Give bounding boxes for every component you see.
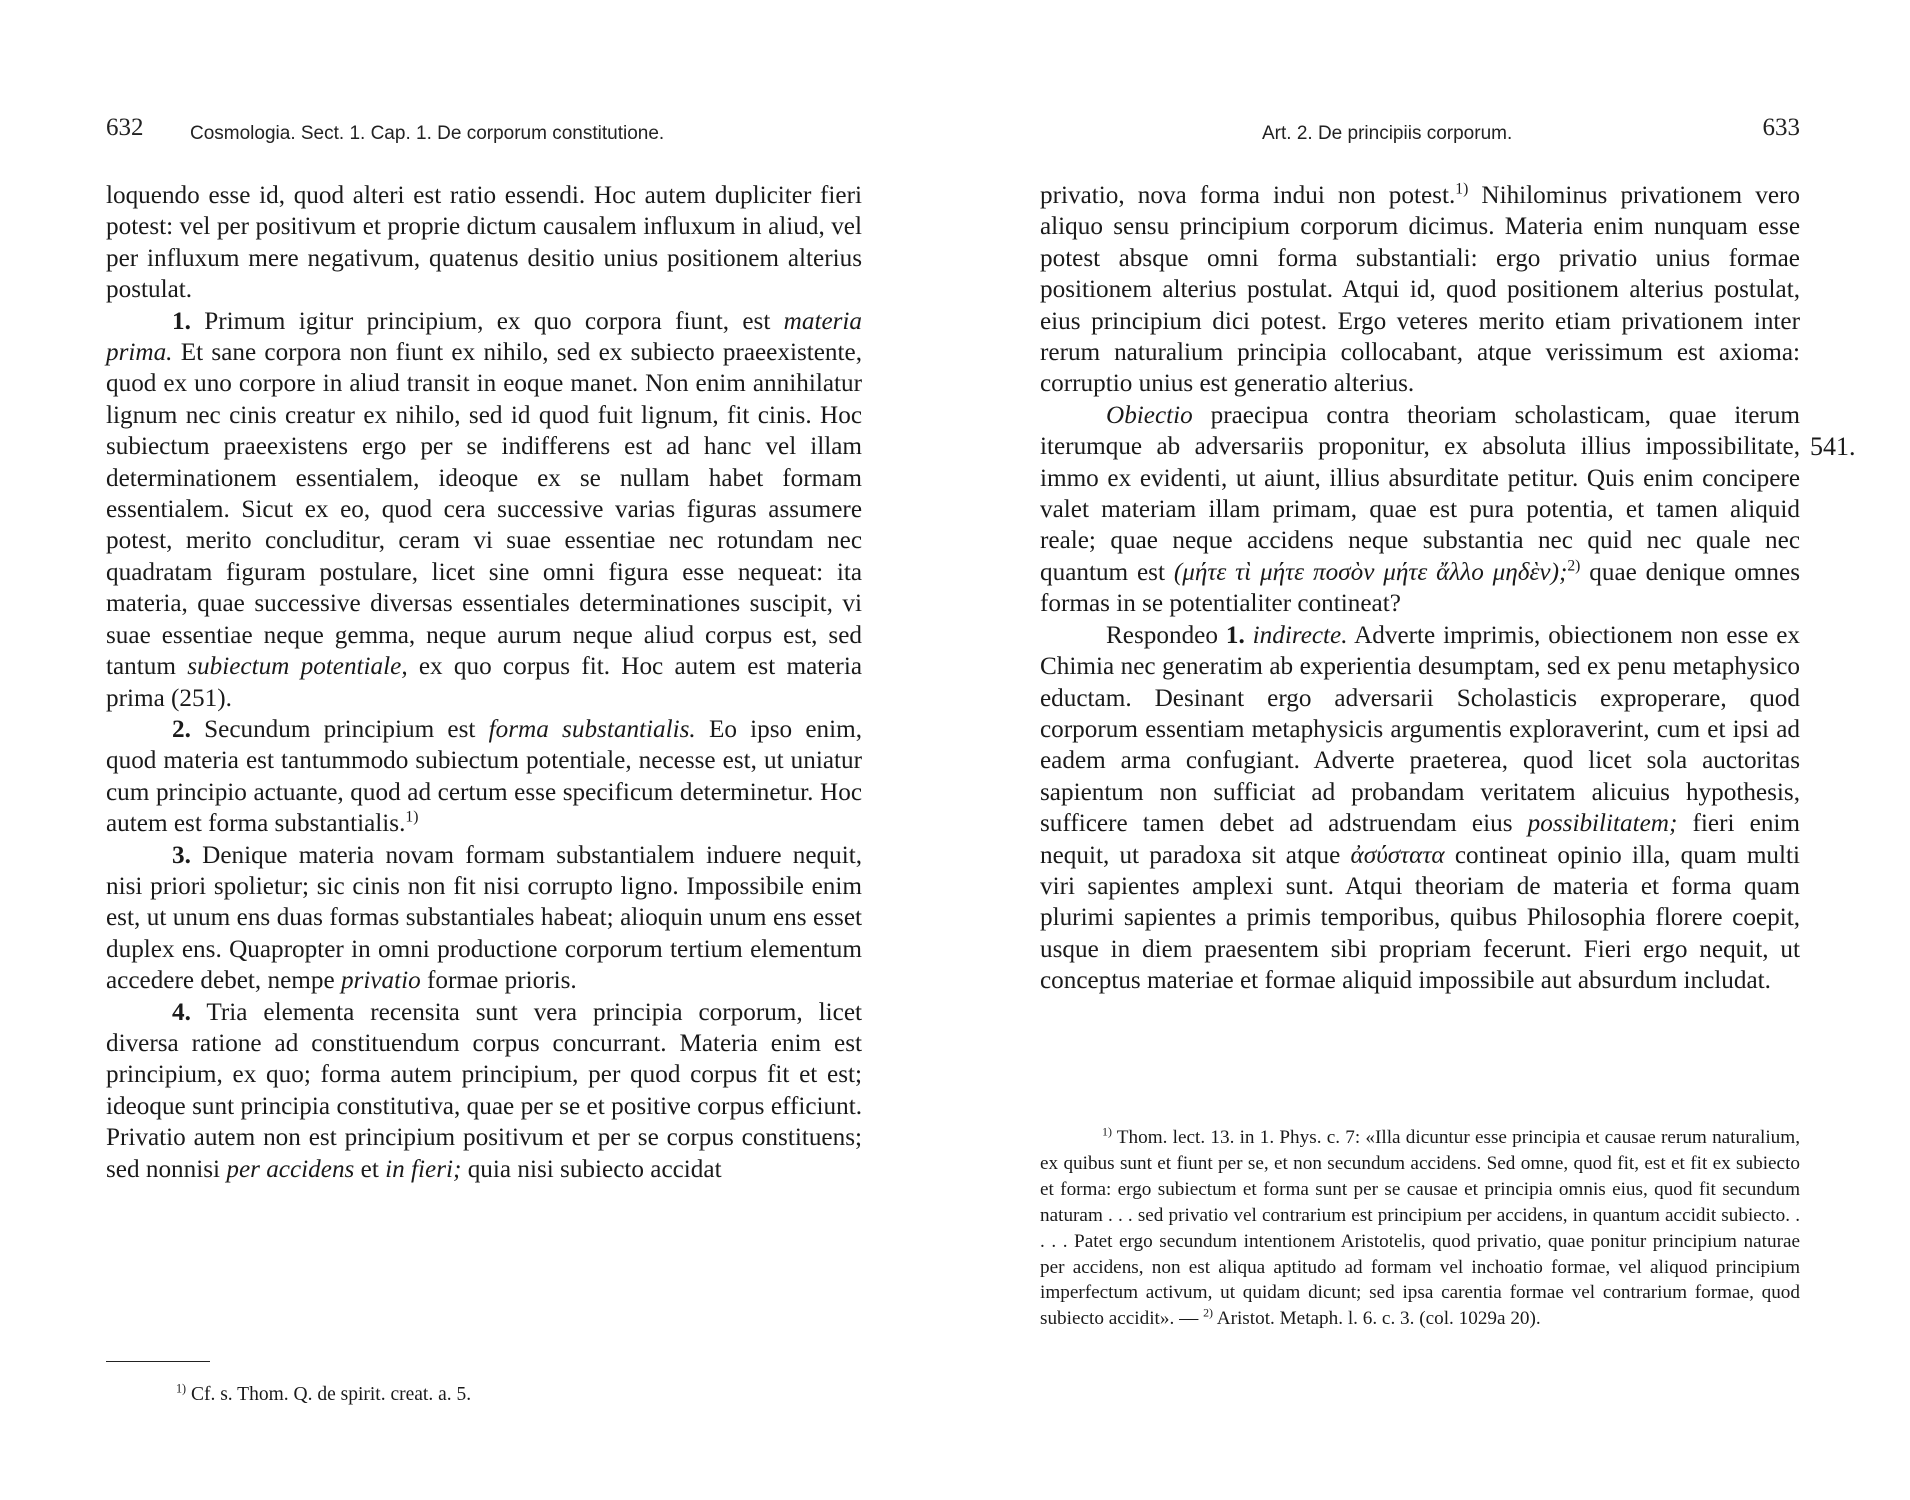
right-running-title: Art. 2. De principiis corporum.	[1262, 123, 1513, 144]
left-paragraph-1	[106, 306, 862, 714]
left-p1-term-subiectum-potentiale: subiectum potentiale,	[187, 653, 408, 681]
right-p1-term-obiectio: Obiectio	[1106, 401, 1193, 429]
margin-section-number: 541.	[1810, 432, 1856, 461]
right-p2-greek: ἀσύστατα	[1350, 841, 1445, 869]
left-running-head	[106, 114, 862, 148]
right-footnote-2-text: Aristot. Metaph. l. 6. c. 3. (col. 1029a 20).	[1216, 1308, 1541, 1330]
right-footnote-1-mark: 1)	[1102, 1124, 1112, 1139]
left-p2-number: 2.	[172, 715, 191, 743]
left-p1-term-materia-prima: materia prima.	[106, 307, 863, 367]
right-p2-text-e: fieri enim nequit, ut paradoxa sit atque	[1040, 810, 1801, 869]
left-p3-term-privatio: privatio	[340, 967, 421, 995]
right-p2-term-possibilitatem: possibilitatem;	[1527, 810, 1678, 838]
left-paragraph-3	[106, 840, 862, 997]
left-p3-text-c: formae prioris.	[427, 967, 577, 995]
left-p4-term-in-fieri: in fieri;	[385, 1155, 462, 1183]
left-paragraph-4	[106, 997, 862, 1185]
left-paragraph-0	[106, 180, 862, 306]
right-p1-text-c: quae denique omnes formas in se potentialiter contineat?	[1040, 558, 1800, 618]
left-footnotes	[176, 1382, 862, 1408]
right-paragraph-2	[1040, 620, 1800, 997]
left-body-text	[106, 180, 862, 1185]
right-footnote-2-mark: 2)	[1203, 1305, 1213, 1320]
left-page-number: 632	[106, 114, 144, 141]
right-running-head	[1040, 114, 1800, 148]
left-p4-text-c: et	[360, 1155, 379, 1183]
left-p3-number: 3.	[172, 841, 191, 869]
left-p1-number: 1.	[172, 307, 191, 335]
right-paragraph-0	[1040, 180, 1800, 400]
right-paragraph-1	[1040, 400, 1800, 620]
right-p0-text-a: privatio, nova forma indui non potest.	[1040, 182, 1456, 209]
right-p1-greek: (μήτε τὶ μήτε ποσὸν μήτε ἄλλο μηδὲν);	[1173, 558, 1568, 586]
right-footnote-ref-1: 1)	[1455, 180, 1469, 198]
right-p2-term-indirecte: indirecte.	[1252, 621, 1348, 649]
right-p2-text-a: Respondeo	[1106, 621, 1218, 649]
left-paragraph-2	[106, 714, 862, 840]
left-p2-term-forma-substantialis: forma substantialis.	[488, 715, 696, 743]
right-page	[1040, 0, 1800, 1500]
right-p0-text-b: Nihilominus privationem vero aliquo sensu principium corporum dicimus. Materia enim nunquam esse potest absque omni forma substantiali: ergo privatio unius formae positionem alterius postulat. Atqui id, quod positionem alterius postulat, eius principium dici potest. Ergo veteres merito etiam privationem inter rerum naturalium principia collocabant, atque verissimum est axioma: corruptio unius est generatio alterius.	[1040, 182, 1801, 398]
left-footnote-rule	[106, 1361, 210, 1362]
right-body-text	[1040, 180, 1800, 997]
right-footnote-1-text: Thom. lect. 13. in 1. Phys. c. 7: «Illa dicuntur esse principia et causae rerum naturalium, ex quibus sunt et fiunt per se, et non secundum accidens. Sed omne, quod fit, est et fit ex subiecto et forma: ergo subiectum et forma sunt per se causae et principia omnis eius, quod fit secundum naturam . . . sed privatio vel contrarium est principium per accidens, in quantum accidit subiecto. . . . . Patet ergo secundum intentionem Aristotelis, quod privatio, quae ponitur principium naturae per accidens, non est aliqua aptitudo ad formam vel inchoatio formae, vel aliquod principium imperfectum activum, ut quidam dicunt; sed ipsa carentia formae vel contrarium formae, quod subiecto accidit». —	[1040, 1127, 1800, 1330]
left-footnote-text: Cf. s. Thom. Q. de spirit. creat. a. 5.	[190, 1384, 472, 1405]
left-p2-text-a: Secundum principium est	[204, 715, 476, 743]
left-page	[106, 0, 862, 1500]
left-p3-text-a: Denique materia novam formam substantialem induere nequit, nisi priori spolietur; sic cinis non fit nisi corrupto ligno. Impossibile enim est, ut unum ens duas formas substantiales habeat; alioquin unum ens esset duplex ens. Quapropter in omni productione corporum tertium elementum accedere debet, nempe	[106, 841, 862, 995]
right-footnote-ref-2: 2)	[1567, 557, 1581, 575]
left-p1-text-a: Primum igitur principium, ex quo corpora fiunt, est	[204, 307, 771, 335]
right-p2-number: 1.	[1225, 621, 1245, 649]
left-p4-term-per-accidens: per accidens	[226, 1155, 355, 1183]
left-p0-text: loquendo esse id, quod alteri est ratio essendi. Hoc autem dupliciter fieri potest: vel per positivum et proprie dictum causalem influxum in aliud, vel per influxum mere negativum, quatenus desitio unius positionem alterius postulat.	[106, 182, 862, 304]
left-footnote-ref-1: 1)	[405, 808, 419, 826]
right-footnote	[1040, 1125, 1800, 1332]
left-p4-text-a: Tria elementa recensita sunt vera principia corporum, licet diversa ratione ad constituendum corpus concurrant. Materia enim est principium, ex quo; forma autem principium, per quod corpus fit et est; ideoque sunt principia constitutiva, quae per se et positive corpus efficiunt. Privatio autem non est principium positivum et per se corpus constituens; sed nonnisi	[106, 998, 862, 1183]
left-p1-text-c: Et sane corpora non fiunt ex nihilo, sed ex subiecto praeexistente, quod ex uno corpore in aliud transit in eoque manet. Non enim annihilatur lignum nec cinis creatur ex nihilo, sed id quod fuit lignum, fit cinis. Hoc subiectum praeexistens ergo per se indifferens est ad hanc vel illam determinationem essentialem, ideoque ex se nullam habet formam essentialem. Sicut ex eo, quod cera successive varias figuras assumere potest, merito concluditur, ceram vi suae essentiae nec rotundam nec quadratam figuram postulare, licet sine omni figura esse nequeat: ita materia, quae successive diversas essentiales determinationes suscipit, vi suae essentiae neque gemma, neque aurum neque aliud corpus est, sed tantum	[106, 339, 863, 681]
left-p4-number: 4.	[172, 998, 191, 1026]
right-page-number: 633	[1762, 114, 1800, 141]
right-p2-text-c: Adverte imprimis, obiectionem non esse ex Chimia nec generatim ab experientia desumptam, sed ex penu metaphysico eductam. Desinant ergo adversarii Scholasticis exproperare, quod corporum essentiam metaphysicis argumentis exploraverint, cum et ipsi ad eadem arma confugiant. Adverte praeterea, quod licet sola auctoritas sapientum non sufficiat ad probandam veritatem alicuius hypothesis, sufficere tamen debet ad adstruendam eius	[1040, 621, 1800, 838]
right-p2-text-f: contineat opinio illa, quam multi viri sapientes amplexi sunt. Atqui theoriam de materia et forma quam plurimi sapientes a primis temporibus, quibus Philosophia florere coepit, usque in diem praesentem sibi propriam fecerunt. Fieri ergo nequit, ut conceptus materiae et formae aliquid impossibile aut absurdum includat.	[1040, 841, 1801, 995]
right-footnotes	[1040, 1125, 1800, 1332]
left-p4-text-e: quia nisi subiecto accidat	[467, 1155, 722, 1183]
left-footnote-mark: 1)	[176, 1381, 187, 1396]
left-running-title: Cosmologia. Sect. 1. Cap. 1. De corporum constitutione.	[190, 123, 665, 144]
left-p1-text-e: ex quo corpus fit. Hoc autem est materia prima (251).	[106, 653, 862, 712]
right-p1-text-b: praecipua contra theoriam scholasticam, quae iterum iterumque ab adversariis proponitur, ex absoluta illius impossibilitate, immo ex evidenti, ut aiunt, illius absurditate petitur. Quis enim concipere valet materiam illam primam, quae est pura potentia, et tamen aliquid reale; quae neque accidens neque substantia nec quid nec quale nec quantum est	[1040, 401, 1800, 586]
left-p2-text-c: Eo ipso enim, quod materia est tantummodo subiectum potentiale, necesse est, ut uniatur cum principio actuante, quod ad certum esse specificum determinetur. Hoc autem est forma substantialis.	[106, 715, 863, 838]
